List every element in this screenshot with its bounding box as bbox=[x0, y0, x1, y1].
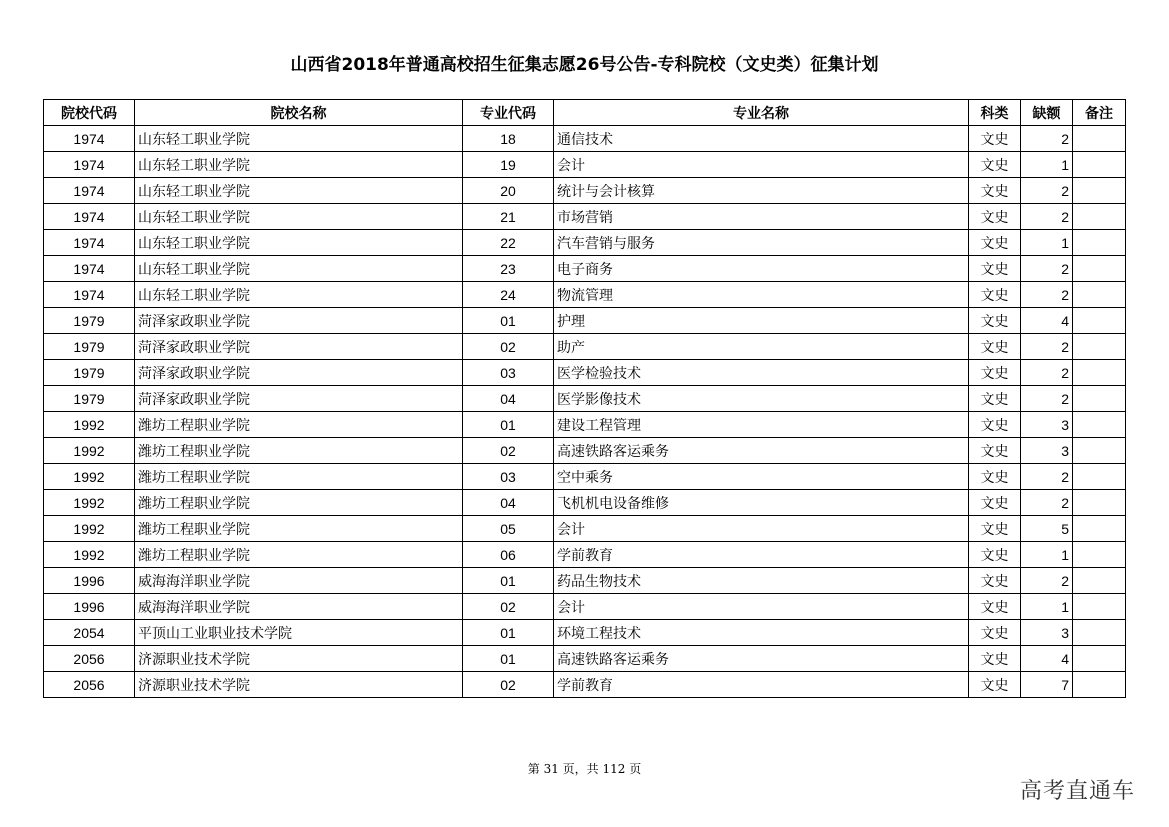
cell-vacancy: 2 bbox=[1021, 256, 1073, 282]
cell-school-name: 潍坊工程职业学院 bbox=[135, 490, 463, 516]
table-row bbox=[44, 256, 1126, 282]
cell-major-name: 统计与会计核算 bbox=[554, 178, 969, 204]
cell-major-code: 03 bbox=[463, 464, 554, 490]
table-row bbox=[44, 360, 1126, 386]
cell-school-code: 1974 bbox=[44, 204, 135, 230]
cell-remark bbox=[1073, 204, 1126, 230]
cell-category: 文史 bbox=[969, 516, 1021, 542]
cell-school-code: 1979 bbox=[44, 386, 135, 412]
cell-major-name: 学前教育 bbox=[554, 672, 969, 698]
header-school-code: 院校代码 bbox=[44, 100, 135, 126]
table-row bbox=[44, 542, 1126, 568]
cell-major-code: 02 bbox=[463, 438, 554, 464]
cell-vacancy: 3 bbox=[1021, 620, 1073, 646]
cell-major-name: 医学影像技术 bbox=[554, 386, 969, 412]
cell-school-name: 潍坊工程职业学院 bbox=[135, 438, 463, 464]
cell-vacancy: 2 bbox=[1021, 334, 1073, 360]
cell-category: 文史 bbox=[969, 152, 1021, 178]
cell-remark bbox=[1073, 464, 1126, 490]
cell-category: 文史 bbox=[969, 204, 1021, 230]
cell-school-code: 1974 bbox=[44, 256, 135, 282]
cell-major-name: 会计 bbox=[554, 516, 969, 542]
cell-vacancy: 2 bbox=[1021, 178, 1073, 204]
cell-school-name: 威海海洋职业学院 bbox=[135, 594, 463, 620]
cell-school-code: 1992 bbox=[44, 542, 135, 568]
cell-vacancy: 2 bbox=[1021, 568, 1073, 594]
cell-category: 文史 bbox=[969, 308, 1021, 334]
cell-major-code: 01 bbox=[463, 308, 554, 334]
cell-remark bbox=[1073, 672, 1126, 698]
cell-school-name: 菏泽家政职业学院 bbox=[135, 308, 463, 334]
cell-major-code: 24 bbox=[463, 282, 554, 308]
cell-major-code: 03 bbox=[463, 360, 554, 386]
table-row bbox=[44, 672, 1126, 698]
cell-school-code: 1974 bbox=[44, 282, 135, 308]
cell-remark bbox=[1073, 178, 1126, 204]
cell-major-name: 会计 bbox=[554, 594, 969, 620]
cell-vacancy: 2 bbox=[1021, 204, 1073, 230]
cell-school-code: 1996 bbox=[44, 568, 135, 594]
header-major-name: 专业名称 bbox=[554, 100, 969, 126]
cell-category: 文史 bbox=[969, 412, 1021, 438]
cell-major-code: 21 bbox=[463, 204, 554, 230]
cell-remark bbox=[1073, 594, 1126, 620]
cell-remark bbox=[1073, 646, 1126, 672]
cell-vacancy: 1 bbox=[1021, 152, 1073, 178]
cell-category: 文史 bbox=[969, 360, 1021, 386]
cell-category: 文史 bbox=[969, 178, 1021, 204]
cell-category: 文史 bbox=[969, 230, 1021, 256]
table-row bbox=[44, 646, 1126, 672]
cell-remark bbox=[1073, 412, 1126, 438]
cell-vacancy: 1 bbox=[1021, 542, 1073, 568]
cell-category: 文史 bbox=[969, 256, 1021, 282]
cell-vacancy: 1 bbox=[1021, 230, 1073, 256]
cell-school-code: 1996 bbox=[44, 594, 135, 620]
cell-school-code: 2056 bbox=[44, 646, 135, 672]
cell-school-code: 1992 bbox=[44, 490, 135, 516]
page-footer: 第 31 页，共 112 页 bbox=[527, 762, 642, 776]
cell-vacancy: 2 bbox=[1021, 386, 1073, 412]
cell-major-name: 助产 bbox=[554, 334, 969, 360]
cell-major-code: 02 bbox=[463, 594, 554, 620]
table-header-row bbox=[44, 100, 1126, 126]
cell-school-name: 济源职业技术学院 bbox=[135, 672, 463, 698]
cell-category: 文史 bbox=[969, 490, 1021, 516]
cell-school-code: 1992 bbox=[44, 464, 135, 490]
table-row bbox=[44, 126, 1126, 152]
cell-school-code: 1974 bbox=[44, 178, 135, 204]
table-row bbox=[44, 490, 1126, 516]
cell-vacancy: 4 bbox=[1021, 646, 1073, 672]
cell-school-code: 1979 bbox=[44, 334, 135, 360]
cell-major-name: 空中乘务 bbox=[554, 464, 969, 490]
cell-vacancy: 5 bbox=[1021, 516, 1073, 542]
cell-major-name: 环境工程技术 bbox=[554, 620, 969, 646]
cell-remark bbox=[1073, 568, 1126, 594]
cell-school-name: 山东轻工职业学院 bbox=[135, 178, 463, 204]
table-row bbox=[44, 152, 1126, 178]
cell-category: 文史 bbox=[969, 464, 1021, 490]
header-major-code: 专业代码 bbox=[463, 100, 554, 126]
cell-vacancy: 3 bbox=[1021, 412, 1073, 438]
cell-category: 文史 bbox=[969, 646, 1021, 672]
cell-school-code: 2056 bbox=[44, 672, 135, 698]
cell-remark bbox=[1073, 386, 1126, 412]
cell-school-name: 平顶山工业职业技术学院 bbox=[135, 620, 463, 646]
cell-major-code: 04 bbox=[463, 386, 554, 412]
cell-major-code: 22 bbox=[463, 230, 554, 256]
header-school-name: 院校名称 bbox=[135, 100, 463, 126]
table-row bbox=[44, 204, 1126, 230]
cell-major-name: 物流管理 bbox=[554, 282, 969, 308]
table-row bbox=[44, 464, 1126, 490]
cell-major-code: 02 bbox=[463, 672, 554, 698]
cell-remark bbox=[1073, 334, 1126, 360]
cell-school-name: 潍坊工程职业学院 bbox=[135, 464, 463, 490]
cell-school-name: 济源职业技术学院 bbox=[135, 646, 463, 672]
table-row bbox=[44, 594, 1126, 620]
table-row bbox=[44, 178, 1126, 204]
table-row bbox=[44, 412, 1126, 438]
cell-major-name: 医学检验技术 bbox=[554, 360, 969, 386]
cell-vacancy: 2 bbox=[1021, 464, 1073, 490]
enrollment-plan-table bbox=[43, 99, 1126, 698]
cell-school-code: 2054 bbox=[44, 620, 135, 646]
cell-remark bbox=[1073, 152, 1126, 178]
cell-school-code: 1974 bbox=[44, 126, 135, 152]
cell-category: 文史 bbox=[969, 568, 1021, 594]
cell-category: 文史 bbox=[969, 620, 1021, 646]
cell-major-code: 02 bbox=[463, 334, 554, 360]
cell-remark bbox=[1073, 516, 1126, 542]
cell-school-name: 山东轻工职业学院 bbox=[135, 152, 463, 178]
cell-school-name: 威海海洋职业学院 bbox=[135, 568, 463, 594]
cell-remark bbox=[1073, 360, 1126, 386]
cell-category: 文史 bbox=[969, 594, 1021, 620]
cell-school-code: 1974 bbox=[44, 230, 135, 256]
cell-school-code: 1992 bbox=[44, 438, 135, 464]
cell-remark bbox=[1073, 230, 1126, 256]
cell-school-code: 1979 bbox=[44, 360, 135, 386]
cell-major-code: 19 bbox=[463, 152, 554, 178]
cell-major-code: 06 bbox=[463, 542, 554, 568]
cell-remark bbox=[1073, 126, 1126, 152]
cell-remark bbox=[1073, 542, 1126, 568]
cell-major-name: 飞机机电设备维修 bbox=[554, 490, 969, 516]
cell-school-name: 潍坊工程职业学院 bbox=[135, 516, 463, 542]
header-category: 科类 bbox=[969, 100, 1021, 126]
cell-category: 文史 bbox=[969, 334, 1021, 360]
cell-major-code: 01 bbox=[463, 646, 554, 672]
cell-category: 文史 bbox=[969, 126, 1021, 152]
cell-major-code: 04 bbox=[463, 490, 554, 516]
cell-remark bbox=[1073, 256, 1126, 282]
cell-major-name: 汽车营销与服务 bbox=[554, 230, 969, 256]
cell-vacancy: 2 bbox=[1021, 282, 1073, 308]
table-row bbox=[44, 308, 1126, 334]
cell-major-name: 会计 bbox=[554, 152, 969, 178]
cell-school-name: 山东轻工职业学院 bbox=[135, 256, 463, 282]
cell-major-name: 市场营销 bbox=[554, 204, 969, 230]
cell-remark bbox=[1073, 438, 1126, 464]
cell-school-code: 1992 bbox=[44, 516, 135, 542]
table-row bbox=[44, 620, 1126, 646]
cell-category: 文史 bbox=[969, 386, 1021, 412]
cell-school-name: 潍坊工程职业学院 bbox=[135, 542, 463, 568]
cell-category: 文史 bbox=[969, 282, 1021, 308]
table-row bbox=[44, 568, 1126, 594]
cell-major-name: 高速铁路客运乘务 bbox=[554, 646, 969, 672]
cell-vacancy: 2 bbox=[1021, 126, 1073, 152]
table-row bbox=[44, 230, 1126, 256]
cell-remark bbox=[1073, 490, 1126, 516]
cell-vacancy: 7 bbox=[1021, 672, 1073, 698]
table-row bbox=[44, 386, 1126, 412]
cell-remark bbox=[1073, 620, 1126, 646]
cell-category: 文史 bbox=[969, 672, 1021, 698]
cell-school-code: 1979 bbox=[44, 308, 135, 334]
cell-school-name: 菏泽家政职业学院 bbox=[135, 386, 463, 412]
cell-major-name: 学前教育 bbox=[554, 542, 969, 568]
cell-major-name: 电子商务 bbox=[554, 256, 969, 282]
cell-vacancy: 4 bbox=[1021, 308, 1073, 334]
cell-category: 文史 bbox=[969, 542, 1021, 568]
table-body bbox=[44, 126, 1126, 698]
table-row bbox=[44, 282, 1126, 308]
cell-school-name: 山东轻工职业学院 bbox=[135, 126, 463, 152]
cell-vacancy: 2 bbox=[1021, 490, 1073, 516]
cell-major-code: 20 bbox=[463, 178, 554, 204]
header-remark: 备注 bbox=[1073, 100, 1126, 126]
table-row bbox=[44, 334, 1126, 360]
table-row bbox=[44, 516, 1126, 542]
cell-major-code: 01 bbox=[463, 620, 554, 646]
cell-major-name: 护理 bbox=[554, 308, 969, 334]
cell-school-name: 潍坊工程职业学院 bbox=[135, 412, 463, 438]
cell-school-code: 1992 bbox=[44, 412, 135, 438]
cell-vacancy: 2 bbox=[1021, 360, 1073, 386]
cell-vacancy: 1 bbox=[1021, 594, 1073, 620]
cell-school-name: 菏泽家政职业学院 bbox=[135, 360, 463, 386]
cell-major-code: 23 bbox=[463, 256, 554, 282]
document-title: 山西省2018年普通高校招生征集志愿26号公告-专科院校（文史类）征集计划 bbox=[290, 55, 879, 75]
cell-school-name: 山东轻工职业学院 bbox=[135, 282, 463, 308]
cell-category: 文史 bbox=[969, 438, 1021, 464]
cell-remark bbox=[1073, 282, 1126, 308]
cell-major-name: 高速铁路客运乘务 bbox=[554, 438, 969, 464]
cell-major-code: 01 bbox=[463, 568, 554, 594]
table-row bbox=[44, 438, 1126, 464]
cell-remark bbox=[1073, 308, 1126, 334]
cell-vacancy: 3 bbox=[1021, 438, 1073, 464]
cell-school-name: 山东轻工职业学院 bbox=[135, 204, 463, 230]
watermark: 高考直通车 bbox=[1020, 779, 1136, 804]
cell-school-name: 菏泽家政职业学院 bbox=[135, 334, 463, 360]
cell-major-code: 05 bbox=[463, 516, 554, 542]
cell-school-name: 山东轻工职业学院 bbox=[135, 230, 463, 256]
cell-major-name: 药品生物技术 bbox=[554, 568, 969, 594]
cell-major-name: 通信技术 bbox=[554, 126, 969, 152]
cell-major-code: 18 bbox=[463, 126, 554, 152]
cell-school-code: 1974 bbox=[44, 152, 135, 178]
header-vacancy: 缺额 bbox=[1021, 100, 1073, 126]
cell-major-code: 01 bbox=[463, 412, 554, 438]
cell-major-name: 建设工程管理 bbox=[554, 412, 969, 438]
